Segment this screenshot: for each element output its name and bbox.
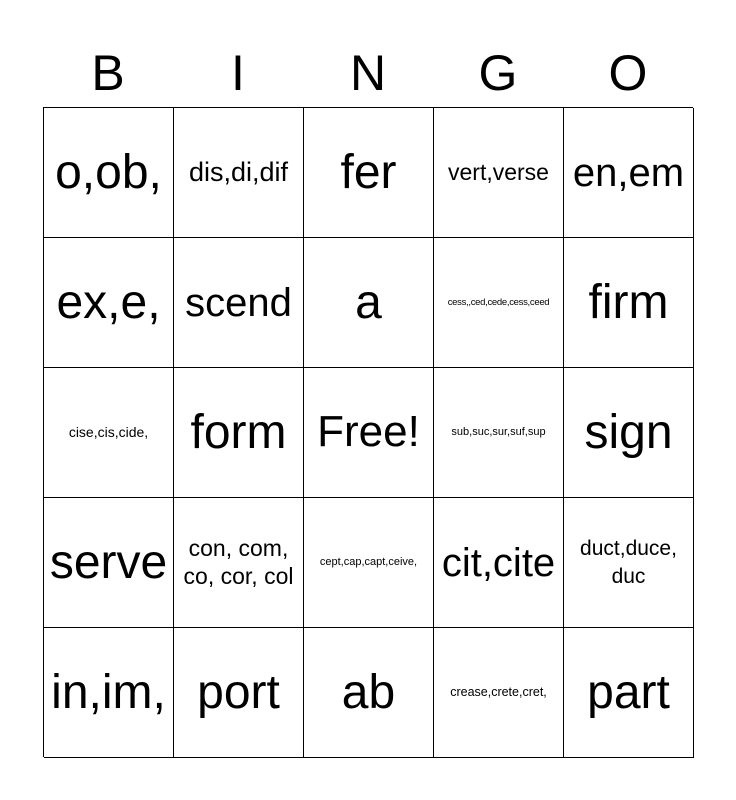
bingo-cell-r5-c5[interactable]: [564, 628, 694, 758]
cell-label: ab: [341, 665, 396, 719]
header-letter-g: G: [478, 45, 518, 101]
bingo-cell-r1-c5[interactable]: [564, 108, 694, 238]
cell-label: a: [355, 275, 382, 329]
header-letter-n: N: [349, 45, 387, 101]
cell-label: duct,duce, duc: [580, 537, 677, 588]
cell-label: vert,verse: [448, 159, 549, 186]
bingo-cell-r4-c3[interactable]: [304, 498, 434, 628]
bingo-cell-r2-c2[interactable]: [174, 238, 304, 368]
cell-label: en,em: [572, 150, 685, 195]
cell-label: sub,suc,sur,suf,sup: [451, 425, 546, 438]
cell-label: form: [190, 405, 287, 459]
cell-label: cit,cite: [441, 540, 556, 585]
bingo-cell-r3-c1[interactable]: [44, 368, 174, 498]
bingo-cell-r2-c4[interactable]: [434, 238, 564, 368]
bingo-cell-r4-c4[interactable]: [434, 498, 564, 628]
header-letter-b: B: [91, 45, 125, 101]
bingo-cell-r1-c1[interactable]: [44, 108, 174, 238]
cell-label: fer: [340, 145, 397, 199]
cell-label: cept,cap,capt,ceive,: [319, 555, 418, 568]
bingo-cell-r2-c5[interactable]: [564, 238, 694, 368]
bingo-cell-r5-c1[interactable]: [44, 628, 174, 758]
header-letter-o: O: [608, 45, 648, 101]
bingo-cell-r1-c3[interactable]: [304, 108, 434, 238]
cell-label: o,ob,: [55, 145, 162, 199]
bingo-cell-r3-c5[interactable]: [564, 368, 694, 498]
cell-label: serve: [49, 535, 168, 589]
bingo-cell-r2-c3[interactable]: [304, 238, 434, 368]
bingo-cell-r4-c1[interactable]: [44, 498, 174, 628]
cell-label: cise,cis,cide,: [68, 424, 149, 441]
bingo-cell-r4-c2[interactable]: [174, 498, 304, 628]
bingo-cell-r2-c1[interactable]: [44, 238, 174, 368]
bingo-cell-r5-c4[interactable]: [434, 628, 564, 758]
cell-label: ex,e,: [56, 275, 161, 329]
bingo-cell-r3-c3[interactable]: [304, 368, 434, 498]
cell-label: cess,,ced,cede,cess,ceed: [447, 296, 550, 308]
cell-label: port: [197, 665, 280, 719]
bingo-board: [43, 107, 693, 757]
free-space-label: Free!: [317, 407, 420, 457]
bingo-cell-r1-c2[interactable]: [174, 108, 304, 238]
bingo-cell-r4-c5[interactable]: [564, 498, 694, 628]
cell-label: con, com, co, cor, col: [183, 534, 294, 589]
cell-label: sign: [584, 405, 673, 459]
cell-label: scend: [185, 280, 292, 325]
cell-label: in,im,: [51, 665, 166, 719]
cell-label: crease,crete,cret,: [450, 685, 547, 699]
bingo-cell-r1-c4[interactable]: [434, 108, 564, 238]
bingo-cell-r3-c2[interactable]: [174, 368, 304, 498]
bingo-cell-r5-c2[interactable]: [174, 628, 304, 758]
bingo-cell-r5-c3[interactable]: [304, 628, 434, 758]
bingo-cell-r3-c4[interactable]: [434, 368, 564, 498]
cell-label: firm: [588, 275, 669, 329]
bingo-header: [43, 40, 693, 106]
cell-label: dis,di,dif: [188, 156, 289, 187]
header-letter-i: I: [231, 45, 245, 101]
cell-label: part: [587, 665, 670, 719]
